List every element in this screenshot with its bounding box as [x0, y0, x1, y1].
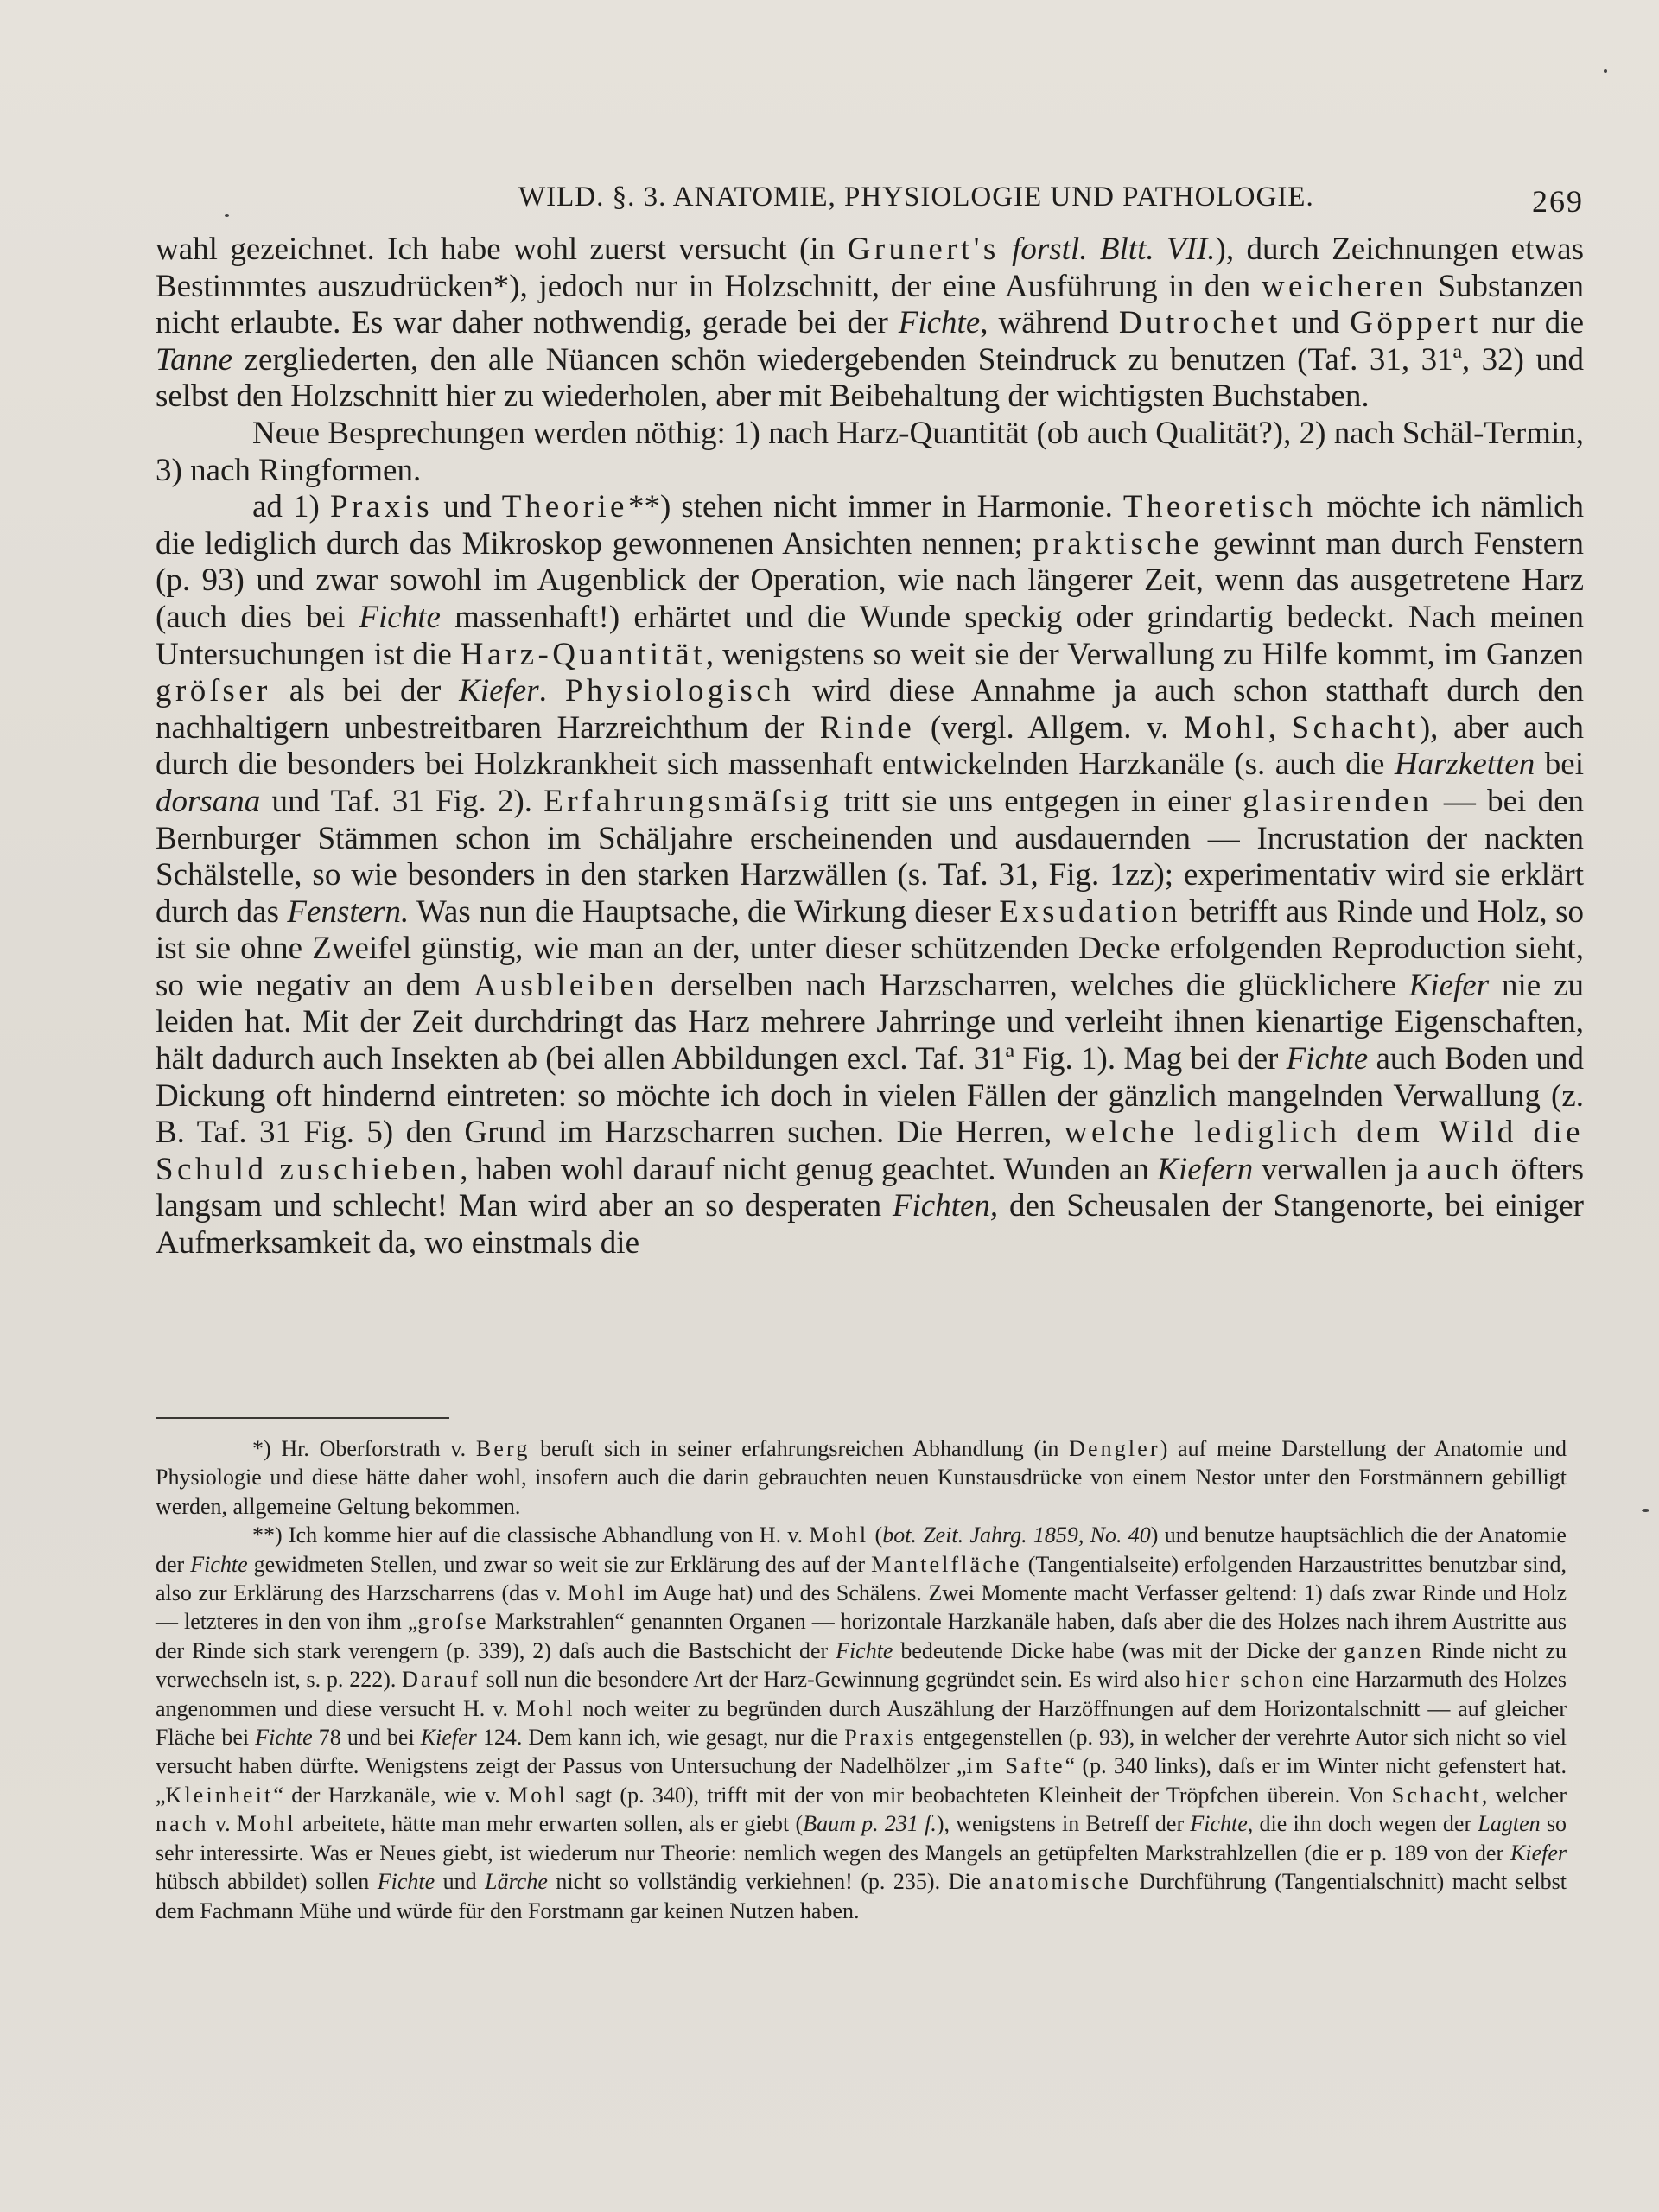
page-number: 269 [1532, 184, 1584, 219]
italic-run: Fichten, [892, 1188, 999, 1224]
italic-run: Fichte [255, 1725, 313, 1751]
footnote [156, 1434, 1567, 1521]
paragraph [156, 232, 1584, 416]
spaced-run: auch [1427, 1151, 1503, 1187]
text-run: ) und benutze hauptsächlich die der Anatomie der [156, 1522, 1567, 1577]
italic-run: Kiefer [459, 673, 539, 709]
text-run: , welcher [1481, 1782, 1567, 1808]
text-run: und Taf. 31 Fig. 2). [260, 783, 544, 819]
text-run: ( [868, 1522, 883, 1548]
italic-run: Harzketten [1394, 747, 1535, 783]
text-run: auch Boden und Dickung oft hindernd eintreten: so möchte ich doch in vielen Fällen der gänzlich mangelnden Verwallung (z. B. Taf. 31 Fig. 5) den Grund im Harzscharren suchen. Die Herren, [156, 1041, 1585, 1151]
text-run: 78 und bei [312, 1725, 421, 1751]
text-run: gewidmeten Stellen, und zwar so weit sie zur Erklärung des auf der [247, 1551, 872, 1577]
text-run: “ (p. 340 links), daſs er im Winter nicht gefenstert hat. „ [156, 1753, 1567, 1808]
text-run: Durchführung (Tangentialschnitt) macht selbst dem Fachmann Mühe und würde für den Forstmann gar keinen Nutzen haben. [156, 1869, 1567, 1923]
spaced-run: Kleinheit [165, 1782, 274, 1808]
italic-run: Fichte [359, 599, 441, 635]
italic-run: bot. Zeit. Jahrg. 1859, No. 40 [882, 1522, 1151, 1548]
spaced-run: glasirenden [1243, 783, 1433, 819]
italic-run: forstl. Bltt. VII. [1012, 232, 1216, 267]
page-header [518, 173, 1584, 225]
spaced-run: Theorie [501, 489, 628, 525]
spaced-run: Erfahrungsmäſsig [543, 783, 833, 819]
spaced-run: groſse [417, 1609, 489, 1635]
text-run: 124. Dem kann ich, wie gesagt, nur die [476, 1725, 845, 1751]
text-run: so sehr interessirte. Was er Neues giebt, ist wiederum nur Theorie: nemlich wegen des Mangels an getüpfelten Markstrahlzellen (die er p. 189 von der [156, 1811, 1567, 1866]
spaced-run: Mohl [809, 1522, 869, 1548]
spaced-run: Praxis [844, 1725, 917, 1751]
spaced-run: Harz-Quantität [460, 636, 706, 672]
text-run: im Auge hat) und des Schälens. Zwei Momente macht Verfasser geltend: 1) daſs zwar Rinde und Holz — letzteres in den von ihm „ [156, 1580, 1567, 1635]
spaced-run: Dengler [1069, 1436, 1160, 1461]
print-speck [1604, 69, 1607, 73]
spaced-run: Darauf [402, 1667, 481, 1693]
text-run: , [1268, 709, 1292, 746]
text-run: den Scheusalen der Stangenorte, bei einiger Aufmerksamkeit da, wo einstmals die [156, 1188, 1585, 1262]
print-speck [1642, 1509, 1649, 1512]
spaced-run: praktische [1033, 525, 1203, 562]
spaced-run: Exsudation [999, 893, 1182, 930]
footnote [156, 1521, 1567, 1925]
text-run: — bei den Bernburger Stämmen schon im Schäljahre erscheinenden und ausdauernden — Incrustation der nackten Schälstelle, so wie besonders in den starken Harzwällen (s. Taf. 31, Fig. 1zz); experimentativ wird sie erklärt durch das [156, 783, 1584, 930]
text-run: öfters langsam und schlecht! Man wird aber an so desperaten [156, 1151, 1584, 1224]
text-run: , haben wohl darauf nicht genug geachtet. Wunden an [460, 1151, 1158, 1187]
spaced-run: ganzen [1344, 1637, 1424, 1663]
text-run: und [1281, 305, 1351, 341]
spaced-run: welche lediglich dem Wild die Schuld zuschieben [156, 1115, 1585, 1187]
italic-run: Kiefer [1510, 1840, 1567, 1866]
spaced-run: Physiologisch [564, 673, 795, 709]
text-run: sagt (p. 340), trifft mit der von mir beobachteten Kleinheit der Tröpfchen überein. Von [567, 1782, 1392, 1808]
text-run: Neue Besprechungen werden nöthig: 1) nach Harz-Quantität (ob auch Qualität?), 2) nach Schäl-Termin, 3) nach Ringformen. [156, 415, 1584, 488]
italic-run: Fichte [377, 1869, 435, 1895]
spaced-run: Grunert's [847, 232, 1000, 267]
spaced-run: nach [156, 1811, 209, 1837]
spaced-run: Göppert [1350, 305, 1482, 341]
text-run: beruft sich in seiner erfahrungsreichen Abhandlung (in [530, 1436, 1070, 1461]
spaced-run: Mantelfläche [871, 1551, 1022, 1577]
spaced-run: Mohl [1183, 709, 1268, 746]
text-run: eine Harzarmuth des Holzes angenommen und diese versucht H. v. [156, 1667, 1567, 1721]
spaced-run: Schacht [1291, 709, 1420, 746]
spaced-run: Mohl [515, 1695, 575, 1721]
italic-run: Lagten [1478, 1811, 1541, 1837]
text-run: (Tangentialseite) erfolgenden Harzaustrittes benutzbar sind, also zur Erklärung des Harzscharrens (das v. [156, 1551, 1567, 1606]
text-run: arbeitete, hätte man mehr erwarten sollen, als er giebt ( [296, 1811, 804, 1837]
text-run: wahl gezeichnet. Ich habe wohl zuerst versucht (in [156, 232, 848, 267]
footnotes [156, 1434, 1567, 1925]
text-run: bedeutende Dicke habe (was mit der Dicke der [893, 1637, 1344, 1663]
text-run: Markstrahlen“ genannten Organen — horizontale Harzkanäle haben, daſs aber die des Holzes nach ihrem Austritte aus der Rinde sich stark verengern (p. 339), 2) daſs auch die Bastschicht der [156, 1609, 1567, 1663]
text-run: massenhaft!) erhärtet und die Wunde speckig oder grindartig bedeckt. Nach meinen Untersuchungen ist die [156, 599, 1584, 672]
italic-run: Kiefern [1157, 1151, 1254, 1187]
text-run: . [538, 673, 565, 709]
text-run: hübsch abbildet) sollen [156, 1869, 378, 1895]
text-run: **) stehen nicht immer in Harmonie. [627, 489, 1123, 525]
spaced-run: Mohl [236, 1811, 296, 1837]
italic-run: Fenstern. [287, 893, 410, 930]
text-run: , die ihn doch wegen der [1247, 1811, 1478, 1837]
italic-run: dorsana [156, 783, 261, 819]
italic-run: Fichte [190, 1551, 248, 1577]
spaced-run: weicheren [1261, 268, 1427, 304]
text-run: , während [980, 305, 1119, 341]
spaced-run: hier schon [1185, 1667, 1306, 1693]
spaced-run: Mohl [508, 1782, 568, 1808]
text-run: nur die [1481, 305, 1585, 341]
spaced-run: anatomische [988, 1869, 1131, 1895]
text-run: Substanzen nicht erlaubte. Es war daher nothwendig, gerade bei der [156, 268, 1584, 341]
italic-run: Fichte [1286, 1041, 1369, 1077]
paragraph [156, 416, 1584, 489]
text-run: ) auf meine Darstellung der Anatomie und Physiologie und diese hätte daher wohl, insofern auch die darin gebrauchten neuen Kunstausdrücke von einem Nestor unter den Forstmännern gebilligt werden, allgemeine Geltung bekommen. [156, 1436, 1567, 1519]
text-run: tritt sie uns entgegen in einer [832, 783, 1243, 819]
text-run: und [435, 1869, 486, 1895]
spaced-run: Rinde [819, 709, 916, 746]
italic-run: Lärche [485, 1869, 548, 1895]
text-run: soll nun die besondere Art der Harz-Gewinnung gegründet sein. Es wird also [480, 1667, 1186, 1693]
main-text [156, 232, 1584, 1262]
text-run: möchte ich nämlich die lediglich durch das Mikroskop gewonnenen Ansichten nennen; [156, 489, 1585, 562]
footnote-divider [156, 1417, 449, 1419]
spaced-run: Ausbleiben [474, 967, 658, 1003]
text-run: verwallen ja [1253, 1151, 1427, 1187]
text-run: und [433, 489, 502, 525]
text-run: bei [1535, 747, 1585, 783]
italic-run: Kiefer [420, 1725, 477, 1751]
text-run: v. [208, 1811, 237, 1837]
spaced-run: Dutrochet [1118, 305, 1281, 341]
text-run: nie zu leiden hat. Mit der Zeit durchdringt das Harz mehrere Jahrringe und verleiht ihnen kienartige Eigenschaften, hält dadurch auch Insekten ab (bei allen Abbildungen excl. Taf. 31ª Fig. 1). Mag bei der [156, 967, 1584, 1077]
spaced-run: im Safte [966, 1753, 1065, 1779]
text-run: ), wenigstens in Betreff der [936, 1811, 1191, 1837]
text-run: ad 1) [252, 489, 330, 525]
text-run: noch weiter zu begründen durch Auszählung der Harzöffnungen auf dem Horizontalschnitt — auf gleicher Fläche bei [156, 1695, 1567, 1751]
italic-run: Baum p. 231 f. [803, 1811, 937, 1837]
text-run: (vergl. Allgem. v. [915, 709, 1184, 746]
text-run: gewinnt man durch Fenstern (p. 93) und zwar sowohl im Augenblick der Operation, wie nach längerer Zeit, wenn das ausgetretene Harz (auch dies bei [156, 525, 1584, 635]
spaced-run: Berg [475, 1436, 531, 1461]
paragraph [156, 489, 1584, 1262]
text-run: “ der Harzkanäle, wie v. [273, 1782, 509, 1808]
text-run: nicht so vollständig verkiehnen! (p. 235). Die [547, 1869, 989, 1895]
text-run: Was nun die Hauptsache, die Wirkung dieser [409, 893, 1000, 930]
running-title: WILD. §. 3. ANATOMIE, PHYSIOLOGIE UND PATHOLOGIE. [518, 181, 1314, 213]
spaced-run: Mohl [567, 1580, 627, 1606]
text-run: als bei der [270, 673, 460, 709]
spaced-run: Schacht [1391, 1782, 1482, 1808]
italic-run: Fichte [836, 1637, 893, 1663]
print-speck [225, 214, 229, 217]
text-run: *) Hr. Oberforstrath v. [252, 1436, 476, 1461]
italic-run: Fichte [898, 305, 981, 341]
text-run: wird diese Annahme ja auch schon statthaft durch den nachhaltigern unbestreitbaren Harzreichthum der [156, 673, 1585, 746]
italic-run: Tanne [156, 341, 233, 378]
text-run: ), aber auch durch die besonders bei Holzkrankheit sich massenhaft entwickelnden Harzkanäle (s. auch die [156, 709, 1585, 783]
text-run: Rinde nicht zu verwechseln ist, s. p. 222). [156, 1637, 1567, 1693]
text-run: **) Ich komme hier auf die classische Abhandlung von H. v. [252, 1522, 810, 1548]
spaced-run: gröſser [156, 673, 271, 709]
text-run: derselben nach Harzscharren, welches die glücklichere [658, 967, 1409, 1003]
spaced-run: Praxis [329, 489, 434, 525]
text-run: , wenigstens so weit sie der Verwallung zu Hilfe kommt, im Ganzen [705, 636, 1584, 672]
spaced-run: Theoretisch [1122, 489, 1317, 525]
text-run: entgegenstellen (p. 93), in welcher der verehrte Autor sich nicht so viel versucht haben dürfte. Wenigstens zeigt der Passus von Untersuchung der Nadelhölzer „ [156, 1725, 1567, 1779]
text-run: betrifft aus Rinde und Holz, so ist sie ohne Zweifel günstig, wie man an der, unter dieser schützenden Decke erfolgenden Reproduction sieht, so wie negativ an dem [156, 893, 1584, 1003]
text-run: zergliederten, den alle Nüancen schön wiedergebenden Steindruck zu benutzen (Taf. 31, 31ª, 32) und selbst den Holzschnitt hier zu wiederholen, aber mit Beibehaltung der wichtigsten Buchstaben. [156, 341, 1584, 415]
italic-run: Kiefer [1408, 967, 1490, 1003]
text-run: ), durch Zeichnungen etwas Bestimmtes auszudrücken*), jedoch nur in Holzschnitt, der eine Ausführung in den [156, 232, 1584, 304]
text-run [1000, 232, 1012, 267]
italic-run: Fichte [1190, 1811, 1248, 1837]
